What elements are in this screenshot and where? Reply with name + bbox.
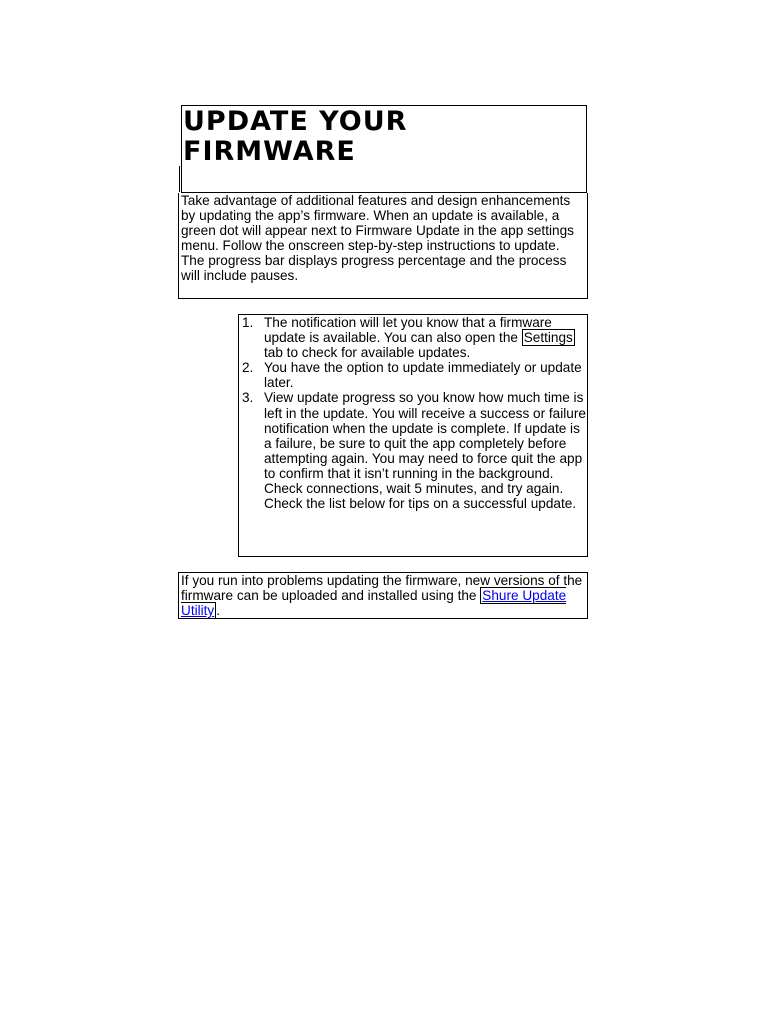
- help-text-before: If you run into problems updating the firmware, new versions of the firmware can be uploaded and installed using the: [181, 573, 583, 604]
- heading-frame: [181, 105, 587, 193]
- page-title: [182, 107, 407, 167]
- shure-update-utility-link[interactable]: Shure Update Utility: [181, 588, 567, 619]
- list-item: [239, 390, 587, 511]
- page-title-line-2: FIRMWARE: [183, 136, 356, 167]
- help-paragraph: [181, 573, 585, 618]
- step-number: 3.: [242, 390, 254, 406]
- page-title-line-1: UPDATE YOUR: [183, 106, 408, 137]
- intro-paragraph: Take advantage of additional features and design enhancements by updating the app’s firmware. When an update is available, a green dot will appear next to Firmware Update in the app settings menu. Follow the onscreen step-by-step instructions to update. The progress bar displays progress percentage and the process will include pauses.: [181, 193, 574, 284]
- step-text-before: The notification will let you know that a firmware update is available. You can also open the: [264, 315, 552, 346]
- step-text-after: tab to check for available updates.: [264, 345, 471, 361]
- settings-tab-reference[interactable]: Settings: [523, 330, 573, 346]
- step-number: 2.: [242, 360, 254, 376]
- steps-list: [239, 315, 587, 511]
- text-cursor: [179, 166, 180, 192]
- intro-frame: [178, 193, 588, 299]
- step-number: 1.: [242, 315, 254, 330]
- step-text: You have the option to update immediately or update later.: [264, 360, 582, 391]
- list-item: [239, 315, 587, 360]
- list-item: [239, 360, 587, 390]
- step-text: View update progress so you know how much time is left in the update. You will receive a success or failure notification when the update is complete. If update is a failure, be sure to quit the app completely before attempting again. You may need to force quit the app to confirm that it isn’t running in the background. Check connections, wait 5 minutes, and try again. Check the list below for tips on a successful update.: [264, 390, 586, 512]
- help-frame: [178, 572, 588, 619]
- help-text-after: .: [216, 603, 221, 619]
- steps-frame: [238, 314, 588, 557]
